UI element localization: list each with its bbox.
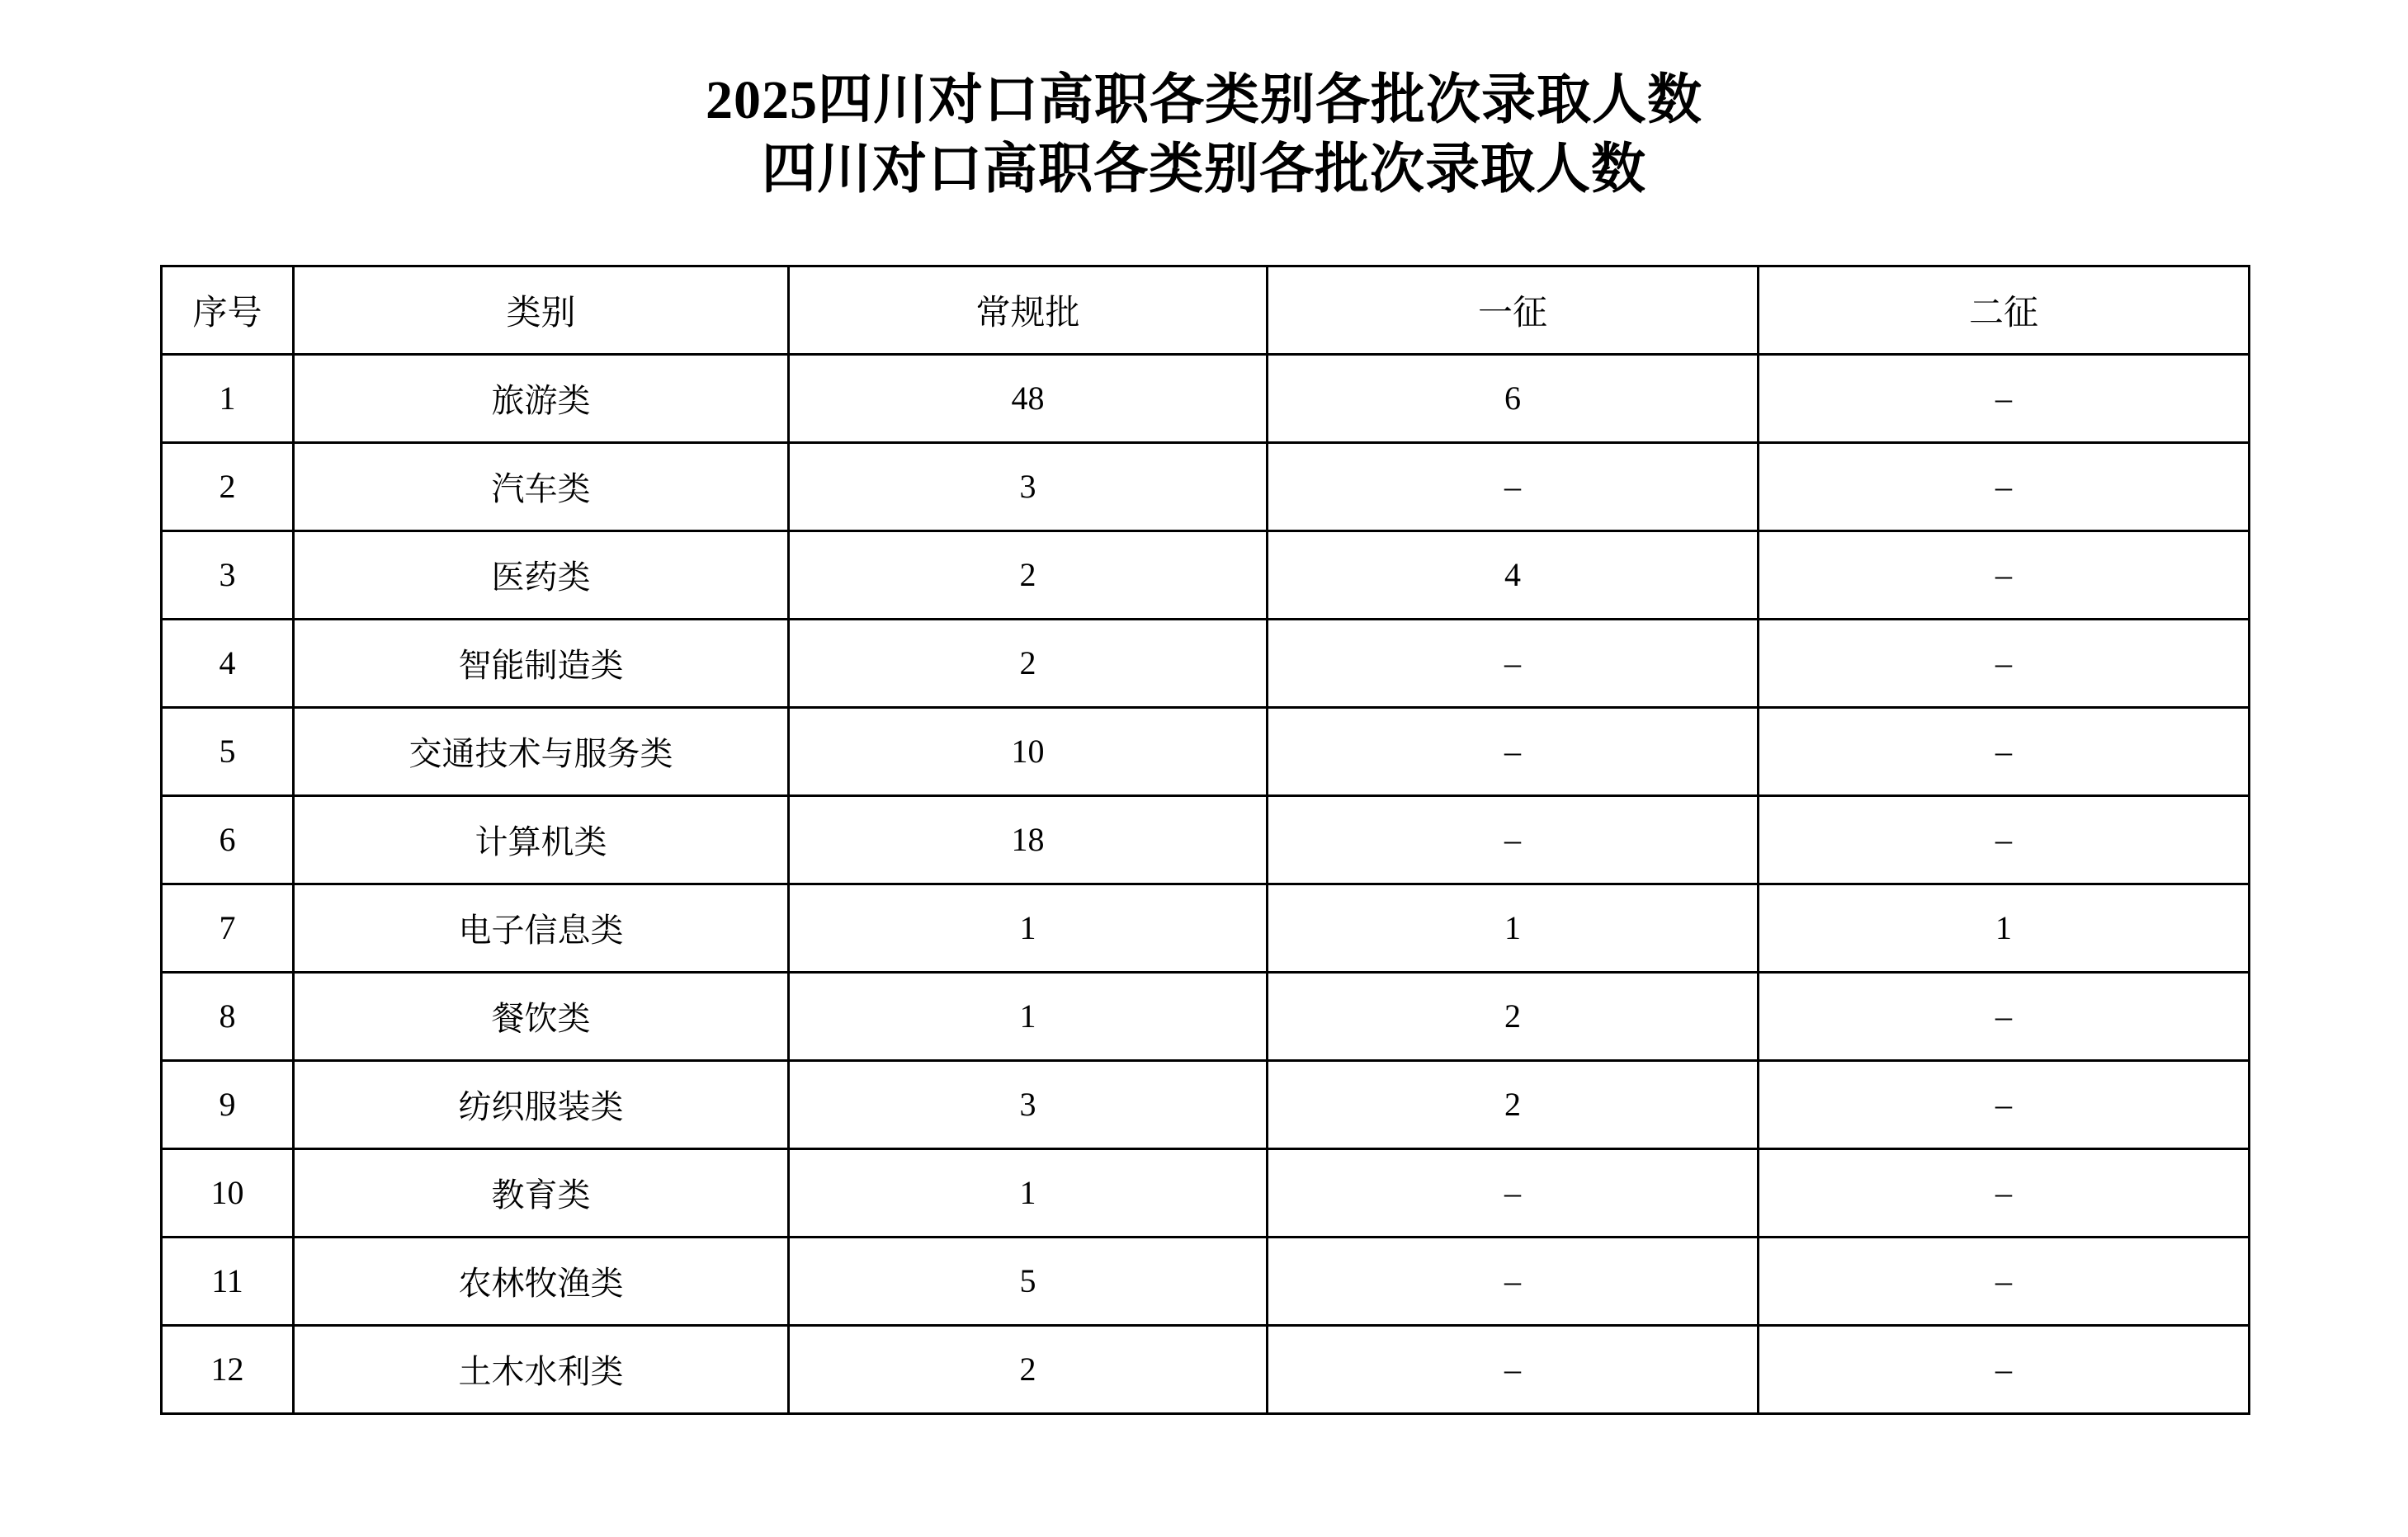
table-row [162,442,2250,530]
cell-category: 医药类 [294,530,789,619]
cell-second: – [1759,354,2250,442]
cell-index: 2 [162,442,294,530]
cell-regular: 48 [789,354,1268,442]
cell-category: 旅游类 [294,354,789,442]
cell-index: 11 [162,1237,294,1325]
cell-second: – [1759,1060,2250,1148]
cell-regular: 1 [789,884,1268,972]
table-row [162,972,2250,1060]
table-container [160,265,2248,1415]
cell-index: 9 [162,1060,294,1148]
cell-second: – [1759,530,2250,619]
cell-category: 纺织服装类 [294,1060,789,1148]
cell-index: 1 [162,354,294,442]
cell-category: 教育类 [294,1148,789,1237]
title-line-2: 四川对口高职各类别各批次录取人数 [762,139,1646,200]
cell-category: 土木水利类 [294,1325,789,1413]
table-row [162,1325,2250,1413]
cell-regular: 2 [789,619,1268,707]
title-line-1: 2025四川对口高职各类别各批次录取人数 [706,70,1702,130]
cell-second: – [1759,1325,2250,1413]
cell-first: 2 [1268,972,1759,1060]
cell-index: 3 [162,530,294,619]
cell-regular: 18 [789,795,1268,884]
table-row [162,707,2250,795]
cell-first: – [1268,1237,1759,1325]
cell-first: – [1268,442,1759,530]
table-header-row [162,266,2250,354]
recruitment-table [160,265,2250,1415]
cell-first: – [1268,795,1759,884]
table-header [162,266,2250,354]
table-row [162,530,2250,619]
table-row [162,619,2250,707]
cell-regular: 1 [789,972,1268,1060]
cell-first: – [1268,1148,1759,1237]
cell-index: 5 [162,707,294,795]
cell-second: – [1759,707,2250,795]
cell-category: 餐饮类 [294,972,789,1060]
cell-regular: 10 [789,707,1268,795]
column-header-category: 类别 [294,266,789,354]
cell-first: – [1268,707,1759,795]
page-title [706,66,1702,205]
cell-category: 计算机类 [294,795,789,884]
column-header-index: 序号 [162,266,294,354]
cell-second: – [1759,972,2250,1060]
cell-second: – [1759,795,2250,884]
cell-second: – [1759,442,2250,530]
column-header-regular: 常规批 [789,266,1268,354]
cell-second: – [1759,619,2250,707]
cell-regular: 3 [789,1060,1268,1148]
cell-index: 6 [162,795,294,884]
cell-first: 4 [1268,530,1759,619]
table-row [162,1237,2250,1325]
cell-regular: 5 [789,1237,1268,1325]
cell-index: 4 [162,619,294,707]
cell-index: 12 [162,1325,294,1413]
cell-first: – [1268,619,1759,707]
cell-category: 智能制造类 [294,619,789,707]
table-row [162,884,2250,972]
cell-regular: 2 [789,1325,1268,1413]
table-body [162,354,2250,1413]
table-row [162,795,2250,884]
cell-index: 7 [162,884,294,972]
column-header-second: 二征 [1759,266,2250,354]
cell-index: 10 [162,1148,294,1237]
cell-first: 2 [1268,1060,1759,1148]
cell-second: – [1759,1148,2250,1237]
table-row [162,1148,2250,1237]
cell-regular: 2 [789,530,1268,619]
cell-index: 8 [162,972,294,1060]
cell-category: 农林牧渔类 [294,1237,789,1325]
cell-first: 1 [1268,884,1759,972]
cell-first: – [1268,1325,1759,1413]
cell-regular: 3 [789,442,1268,530]
cell-category: 汽车类 [294,442,789,530]
cell-regular: 1 [789,1148,1268,1237]
table-row [162,1060,2250,1148]
cell-category: 交通技术与服务类 [294,707,789,795]
cell-first: 6 [1268,354,1759,442]
column-header-first: 一征 [1268,266,1759,354]
cell-second: 1 [1759,884,2250,972]
cell-second: – [1759,1237,2250,1325]
cell-category: 电子信息类 [294,884,789,972]
table-row [162,354,2250,442]
